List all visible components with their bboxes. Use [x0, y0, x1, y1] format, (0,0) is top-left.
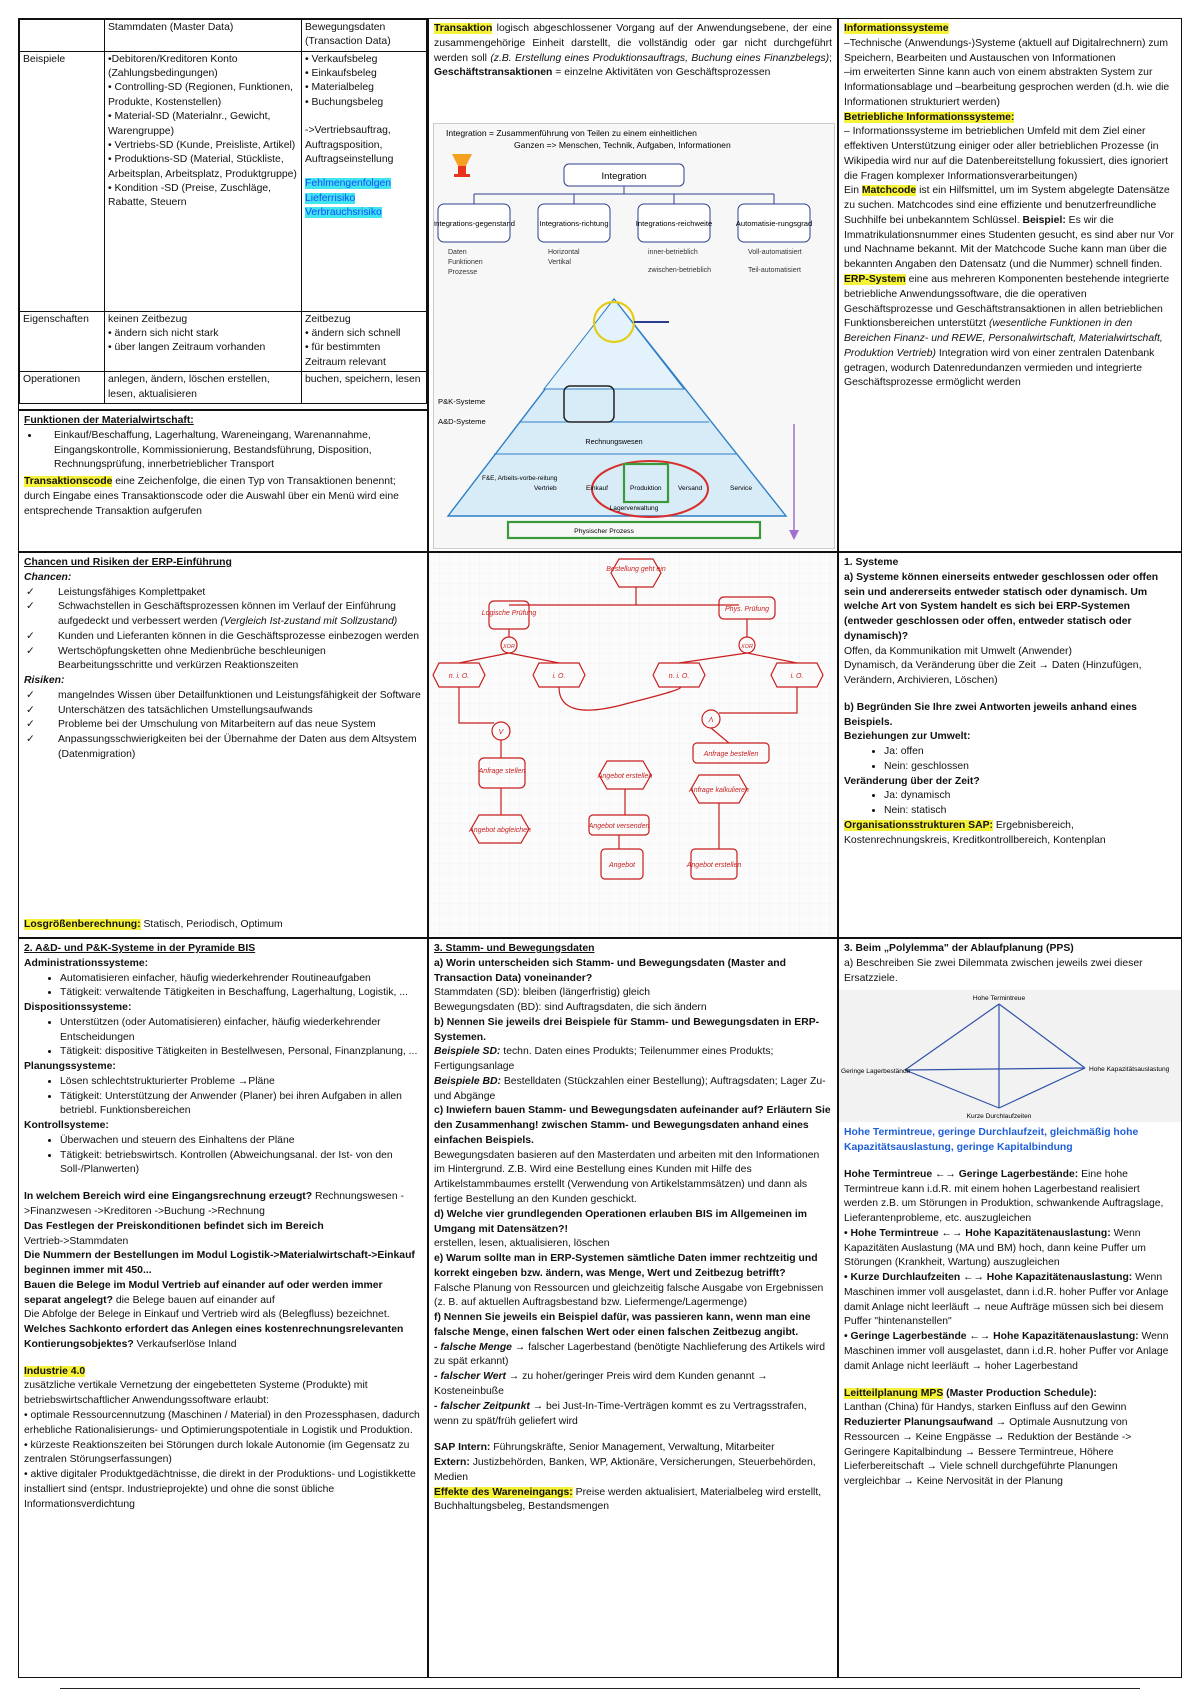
chancen-heading: Chancen:: [24, 571, 72, 583]
ad-list-item: • Tätigkeit: betriebswirtsch. Kontrollen (Abweichungsanal. der Ist- von den Soll-/Planwerten): [60, 1149, 422, 1179]
polylemma-diagram: [839, 990, 1181, 1122]
informationssysteme-title: Informationssysteme: [844, 23, 949, 34]
industrie-item: • aktive digitaler Produktgedächtnisse, die direkt in der Produktions- und Logistikkette installiert sind (entspr. Industrieprojekte) und ohne die sonst übliche Informationsverdichtung: [24, 1469, 416, 1510]
systeme-title: 1. Systeme: [844, 557, 899, 568]
sb-question: f) Nennen Sie jeweils ein Beispiel dafür, was passieren kann, wenn man eine falsche Menge, einen falschen Wert oder einen falschen Zeitbezug angibt.: [434, 1312, 811, 1338]
ad-answer: Die Abfolge der Belege in Einkauf und Vertrieb wird als (Belegfluss) bezeichnet.: [24, 1309, 390, 1321]
wareneingang-text: Preise werden aktualisiert, Materialbeleg wird erstellt, Buchhaltungsbeleg, Bestandsmengen: [434, 1486, 822, 1513]
check-icon: ✓: [26, 645, 35, 657]
ad-answer: die Belege bauen auf einander auf: [112, 1294, 275, 1306]
pyramid-block-label: F&E, Arbeits-vorbe-reitung: [482, 475, 558, 482]
integration-pyramid-svg: [434, 124, 834, 548]
ad-answer: Verkaufserlöse Inland: [133, 1338, 237, 1350]
polylemma-cell: 3. Beim „Polylemma" der Ablaufplanung (PPS) a) Beschreiben Sie zwei Dilemmata zwischen jeweils zwei dieser Ersatzziele. Hohe Termintreue Geringe Lagerbestände Hohe Kapazitätsauslastung Kurze Durchlaufzeiten Hohe Termintreue, geringe Durchlaufzeit, gleichmäßig hohe Kapazitätsauslastung, geringe Kapitalbindung Hohe Termintreue ←→ Geringe Lagerbestände: Eine hohe Termintreue kann i.d.R. mit einem hohen Lagerbestand realisiert werden z.B. um Störungen in Produktion, schwankende Auftragslage, Lieferantenprobleme, etc. auszugleichen • Hohe Termintreue ←→ Hohe Kapazitätenauslastung: Wenn Kapazitäten Auslastung (MA und BM) hoch, dann keine Puffer um Störungen (Krankheit, Wartung) auszugleichen • Kurze Durchlaufzeiten ←→ Hohe Kapazitätenauslastung: Wenn Maschinen immer voll ausgelastet, dann i.d.R. hoher Puffer vor Anlage damit Anlage nicht leerläuft → neue Aufträge müssen sich bei diesem Puffer "hintenanstellen" • Geringe Lagerbestände ←→ Hohe Kapazitätenauslastung: Wenn Maschinen immer voll ausgelastet, dann i.d.R. hoher Puffer vor Anlage damit Anlage nicht leerläuft → hoher Lagerbestand Leitteilplanung MPS (Master Production Schedule): Lanthan (China) für Handys, starken Einfluss auf den Gewinn Reduzierter Planungsaufwand → Optimale Ausnutzung von Ressourcen → Keine Engpässe → Reduktion der Bestände -> Geringere Kapitalbindung → Bessere Termintreue, Höhere Lieferbereitschaft → Viele schnell durchgeführte Planungen vergleichbar → Keine Nervosität in der Planung: [838, 938, 1182, 1678]
integration-box-label: Integrations-gegenstand: [434, 219, 515, 228]
systeme-question-b: b) Begründen Sie Ihre zwei Antworten jeweils anhand eines Beispiels.: [844, 701, 1137, 728]
sd-item: • Controlling-SD (Regionen, Funktionen, Produkte, Kostenstellen): [108, 82, 293, 108]
epk-node-label: Bestellung geht ein: [606, 566, 666, 573]
funnel-icon: [452, 154, 472, 177]
epk-node-label: i. O.: [790, 673, 804, 680]
sb-question: e) Warum sollte man in ERP-Systemen sämtliche Daten immer rechtzeitig und korrekt eingeben bzw. ändern, was Menge, Wert und Zeitbezug betrifft?: [434, 1253, 818, 1279]
sb-answer: Stammdaten (SD): bleiben (längerfristig) gleich: [434, 987, 650, 999]
epk-node-label: i. O.: [552, 673, 566, 680]
systeme-cell: [838, 552, 1182, 938]
beziehungen-heading: Beziehungen zur Umwelt:: [844, 731, 971, 743]
chancen-list: ✓ Leistungsfähiges Komplettpaket ✓ Schwachstellen in Geschäftsprozessen können im Verlauf der Einführung aufgedeckt und verbessert werden (Vergleich Ist-zustand mit Sollzustand) ✓ Kunden und Lieferanten können in die Geschäftsprozesse einbezogen werden ✓ Wertschöpfungsketten ohne Medienbrüche beschleunigen Bearbeitungsschritte und verkürzen Reaktionszeiten: [24, 586, 422, 675]
sb-answer: → falscher Lagerbestand (benötigte Nachlieferung des Artikels wird zu spät erkannt): [434, 1341, 825, 1368]
bd-property: • für bestimmten Zeitraum relevant: [305, 342, 386, 368]
transaktion-integration-cell: Transaktion logisch abgeschlossener Vorgang auf der Anwendungsebene, der eine zusammengehörige Einheit darstellt, die vollständig oder gar nicht durchgeführt werden soll (z.B. Erstellung eines Produktionsauftrags, Buchung eines Finanzbelegs); Geschäftstransaktionen = einzelne Aktivitäten von Geschäftsprozessen Integration = Zusammenführung von Teilen zu einem einheitlichen Ganzen => Menschen, Technik, Aufgaben, Informationen Integration Integrations-gegenstand Integrations-richtung Integrations-reichweite Automatisie-rungsgrad Daten Funktionen Prozesse Horizontal Vertikal inner-betrieblich zwischen-betrieblich Voll-automatisiert Teil-automatisiert P&K-Systeme A&D-Systeme Rechnungswesen F&E, Arbeits-vorbe-reitung Vertrieb Einkauf Produktion Versand Service Lagerverwaltung Physischer Prozess: [428, 18, 838, 552]
sd-property: • über langen Zeitraum vorhanden: [108, 342, 266, 354]
sb-answer: Bewegungsdaten (BD): sind Auftragsdaten, die sich ändern: [434, 1002, 707, 1014]
integration-list-item: Horizontal: [548, 249, 580, 256]
sb-question: c) Inwiefern bauen Stamm- und Bewegungsdaten aufeinander auf? Erläutern Sie den Zusammenhang! zwischen Stamm- und Bewegungsdaten anhand eines einfachen Beispiels.: [434, 1105, 831, 1146]
check-icon: ✓: [26, 704, 35, 716]
header-stammdaten: Stammdaten (Master Data): [105, 20, 302, 52]
integration-list-item: Teil-automatisiert: [748, 267, 801, 274]
ad-list-item: • Überwachen und steuern des Einhaltens der Pläne: [60, 1134, 422, 1149]
sd-item: •Debitoren/Kreditoren Konto (Zahlungsbedingungen): [108, 53, 238, 80]
footer-divider: [60, 1688, 1140, 1689]
erp-chancen-title: Chancen und Risiken der ERP-Einführung: [24, 557, 232, 568]
integration-list-item: Funktionen: [448, 259, 483, 266]
organisationsstrukturen-term: Organisationsstrukturen SAP:: [844, 820, 993, 832]
bd-item: • Materialbeleg: [305, 82, 374, 94]
sd-examples: [105, 51, 302, 311]
integration-diagram: [433, 123, 835, 549]
pyramid-block-label: Rechnungswesen: [585, 437, 643, 446]
polylemma-label: Hohe Kapazitätsauslastung: [1089, 1066, 1170, 1074]
ad-question: Bauen die Belege im Modul Vertrieb auf einander auf oder werden immer separat angelegt?: [24, 1279, 383, 1306]
stamm-bewegung-table: [19, 19, 427, 404]
epk-node-label: Angebot erstellen: [597, 773, 653, 780]
sd-item: • Vertriebs-SD (Kunde, Preisliste, Artikel): [108, 139, 296, 151]
check-icon: ✓: [26, 719, 35, 731]
epk-node-label: Angebot abgleichen: [469, 827, 531, 834]
ad-list-item: • Lösen schlechtstrukturierter Probleme →Pläne: [60, 1075, 422, 1090]
organisationsstrukturen-text: Ergebnisbereich, Kostenrechnungskreis, Kreditkontrollbereich, Kontenplan: [844, 820, 1106, 846]
kontr-heading: Kontrollsysteme:: [24, 1120, 109, 1132]
ad-list-item: • Automatisieren einfacher, häufig wiederkehrender Routineaufgaben: [60, 972, 422, 987]
veraenderung-heading: Veränderung über der Zeit?: [844, 775, 980, 787]
ad-question: Welches Sachkonto erfordert das Anlegen eines kostenrechnungsrelevanten Kontierungsobjektes?: [24, 1324, 404, 1350]
integration-box-label: Integrations-richtung: [539, 219, 609, 228]
row-label-operationen: Operationen: [20, 372, 105, 404]
industrie-item: • kürzeste Reaktionszeiten bei Störungen durch lokale Autonomie (im Gegensatz zu zentralen Störungserfassungen): [24, 1439, 410, 1466]
systeme-list-item: • Nein: statisch: [884, 804, 1176, 819]
sb-title: 3. Stamm- und Bewegungsdaten: [434, 943, 595, 954]
sb-answer: → zu hoher/geringer Preis wird dem Kunden genannt → Kosteneinbuße: [434, 1371, 768, 1397]
transaktion-term: Transaktion: [434, 23, 493, 34]
bd-property: Zeitbezug: [305, 313, 351, 325]
dilemma-text: Wenn Maschinen immer voll ausgelastet, dann i.d.R. hoher Puffer vor Anlage damit Anlage nicht leerläuft → hoher Lagerbestand: [844, 1331, 1169, 1372]
dilemma-text: Wenn Maschinen immer voll ausgelastet, dann i.d.R. hoher Puffer vor Anlage damit Anlage nicht leerläuft → neue Aufträge müssen sich bei diesem Puffer "hintenanstellen": [844, 1272, 1169, 1328]
dilemma-text: Wenn Kapazitäten Auslastung (MA und BM) hoch, dann keine Puffer um Störungen (Krankheit, Wartung) auszugleichen: [844, 1227, 1146, 1269]
epk-node-label: Angebot versenden: [588, 823, 650, 830]
ad-question: In welchem Bereich wird eine Eingangsrechnung erzeugt?: [24, 1191, 313, 1203]
risiken-list: ✓ mangelndes Wissen über Detailfunktionen und Leistungsfähigkeit der Software ✓ Unterschätzen des tatsächlichen Umstellungsaufwands ✓ Probleme bei der Umschulung von Mitarbeitern auf das neue System ✓ Anpassungsschwierigkeiten bei der Übernahme der Daten aus dem Altsystem (Datenmigration): [24, 689, 422, 763]
ad-list-item: • Unterstützen (oder Automatisieren) einfacher, häufig wiederkehrender Entscheidungen: [60, 1016, 422, 1046]
betriebliche-is-title: Betriebliche Informationssysteme:: [844, 111, 1015, 123]
ad-question: Die Nummern der Bestellungen im Modul Logistik->Materialwirtschaft->Einkauf beginnen immer mit 450...: [24, 1250, 415, 1277]
epk-operator-label: V: [498, 729, 504, 736]
bd-item: • Einkaufsbeleg: [305, 68, 377, 80]
sb-answer: Bestelldaten (Stückzahlen einer Bestellung); Auftragsdaten; Lager Zu- und Abgänge: [434, 1075, 826, 1102]
sap-intern-text: Führungskräfte, Senior Management, Verwaltung, Mitarbeiter: [490, 1442, 775, 1454]
epk-diagram: [429, 553, 837, 937]
sd-operations: anlegen, ändern, löschen erstellen, lesen, aktualisieren: [105, 372, 302, 404]
epk-node-label: Anfrage stellen: [478, 768, 526, 775]
transaktion-example: (z.B. Erstellung eines Produktionsauftrags, Buchung eines Finanzbelegs): [490, 52, 830, 64]
risiken-heading: Risiken:: [24, 675, 65, 687]
epk-node-label: Anfrage kalkulieren: [689, 787, 749, 794]
dilemma-text: Eine hohe Termintreue kann i.d.R. mit einem hohen Lagerbestand realisiert werden z.B. um Störungen in Produktion, schwankende Auftragslage, Lieferantenprobleme, etc. auszugleichen: [844, 1168, 1164, 1225]
integration-list-item: Prozesse: [448, 269, 478, 276]
bis-pyramid: [448, 299, 799, 540]
epk-node-label: Angebot: [608, 862, 636, 869]
sb-answer: erstellen, lesen, aktualisieren, löschen: [434, 1238, 610, 1250]
bd-item: • Verkaufsbeleg: [305, 53, 378, 65]
check-icon: ✓: [26, 630, 35, 642]
polylemma-title: 3. Beim „Polylemma" der Ablaufplanung (PPS): [844, 943, 1074, 954]
geschaeftstransaktion-term: Geschäftstransaktionen: [434, 67, 553, 79]
bd-extra: ->Vertriebsauftrag, Auftragsposition, Auftragseinstellung: [305, 125, 394, 165]
bd-item: • Buchungsbeleg: [305, 96, 384, 108]
integration-root-label: Integration: [601, 171, 647, 182]
bd-property: • ändern sich schnell: [305, 328, 401, 340]
bd-examples: [302, 51, 427, 311]
pyramid-label: P&K-Systeme: [438, 397, 486, 406]
admin-heading: Administrationssysteme:: [24, 957, 149, 969]
sb-answer: Bewegungsdaten basieren auf den Masterdaten und arbeiten mit den Informationen im Hintergrund. Z.B. Wird eine Bestellung eines Kunden mit Hilfe des Artikelstammbaumes erstellt (Verwendung von Artikelstammsätzen) und dann als fertige Bestellung an den Kunden geschickt.: [434, 1149, 820, 1206]
matchcode-example: Es wir die Immatrikulationsnummer eines Studenten gesucht, es sind aber nur Vor und Nachname bekannt. Mit der Matchcode Suche kann man über die bekannten Angaben den Datensatz (und die Nummer) schnell finden.: [844, 214, 1174, 271]
betriebliche-is-text: – Informationssysteme im betrieblichen Umfeld mit dem Ziel einer effektiven Unterstützung einiger oder aller betrieblichen Prozesse (in Wikipedia wird nur auf die Datenbereitstellung fokussiert, dies ignoriert die Fragen komplexer Informationsverarbeitungen): [844, 126, 1169, 182]
mps-term: Leitteilplanung MPS: [844, 1387, 944, 1399]
epk-diagram-cell: [428, 552, 838, 938]
sb-answer: Falsche Planung von Ressourcen und gleichzeitig falsche Ausgabe von Ergebnissen (z. B. auf aktuellen Auftragsbestand bzw. Liefermenge/Lagermenge): [434, 1282, 824, 1309]
pyramid-label: A&D-Systeme: [438, 417, 486, 426]
sd-property: keinen Zeitbezug: [108, 313, 188, 325]
sb-question: b) Nennen Sie jeweils drei Beispiele für Stamm- und Bewegungsdaten in ERP-Systemen.: [434, 1016, 820, 1043]
ad-list-item: • Tätigkeit: dispositive Tätigkeiten in Bestellwesen, Personal, Finanzplanung, ...: [60, 1045, 422, 1060]
planungsaufwand-text: → Optimale Ausnutzung von Ressourcen → Keine Engpässe → Reduktion der Bestände -> Geringere Kapitalbindung → Bessere Termintreue, Höhere Lieferbereitschaft → Viele schnell durchgeführte Planungen vergleichbar → Keine Nervosität in der Planung: [844, 1417, 1132, 1488]
losgroessen-text: Statisch, Periodisch, Optimum: [140, 919, 283, 931]
ad-answer: Rechnungswesen ->Finanzwesen ->Kreditoren ->Buchung ->Rechnung: [24, 1191, 404, 1218]
epk-node-label: Angebot erstellen: [686, 862, 742, 869]
erp-chancen-risiken-cell: [18, 552, 428, 938]
stamm-bewegungsdaten-cell: 3. Stamm- und Bewegungsdaten a) Worin unterscheiden sich Stamm- und Bewegungsdaten (Master and Transaction Data) voneinander? Stammdaten (SD): bleiben (längerfristig) gleich Bewegungsdaten (BD): sind Auftragsdaten, die sich ändern b) Nennen Sie jeweils drei Beispiele für Stamm- und Bewegungsdaten in ERP-Systemen. Beispiele SD: techn. Daten eines Produkts; Teilenummer eines Produkts; Fertigungsanlage Beispiele BD: Bestelldaten (Stückzahlen einer Bestellung); Auftragsdaten; Lager Zu- und Abgänge c) Inwiefern bauen Stamm- und Bewegungsdaten aufeinander auf? Erläutern Sie den Zusammenhang! zwischen Stamm- und Bewegungsdaten anhand eines einfachen Beispiels. Bewegungsdaten basieren auf den Masterdaten und arbeiten mit den Informationen im Hintergrund. Z.B. Wird eine Bestellung eines Kunden mit Hilfe des Artikelstammbaumes erstellt (Verwendung von Artikelstammsätzen) und dann als fertige Bestellung an den Kunden geschickt. d) Welche vier grundlegenden Operationen erlauben BIS im Allgemeinen im Umgang mit Datensätzen?! erstellen, lesen, aktualisieren, löschen e) Warum sollte man in ERP-Systemen sämtliche Daten immer rechtzeitig und korrekt eingeben bzw. ändern, was Menge, Wert und Zeitbezug betrifft? Falsche Planung von Ressourcen und gleichzeitig falsche Ausgabe von Ergebnissen (z. B. auf aktuellen Auftragsbestand bzw. Liefermenge/Lagermenge) f) Nennen Sie jeweils ein Beispiel dafür, was passieren kann, wenn man eine falsche Menge, einen falschen Wert oder einen falschen Zeitbezug angibt. - falsche Menge → falscher Lagerbestand (benötigte Nachlieferung des Artikels wird zu spät erkannt) - falscher Wert → zu hoher/geringer Preis wird dem Kunden genannt → Kosteneinbuße - falscher Zeitpunkt → bei Just-In-Time-Verträgen kommt es zu Vertragsstrafen, wenn zu spät/früh geliefert wird SAP Intern: Führungskräfte, Senior Management, Verwaltung, Mitarbeiter Extern: Justizbehörden, Banken, WP, Aktionäre, Versicherungen, Steuerbehörden, Medien Effekte des Wareneingangs: Preise werden aktualisiert, Materialbeleg wird erstellt, Buchhaltungsbeleg, Bestandsmengen: [428, 938, 838, 1678]
geschaeftstransaktion-text: = einzelne Aktivitäten von Geschäftsprozessen: [552, 67, 771, 79]
transaktionscode-term: Transaktionscode: [24, 476, 113, 488]
pyramid-block-label: Service: [730, 485, 752, 492]
materialwirtschaft-cell: [18, 410, 428, 552]
materialwirtschaft-title: Funktionen der Materialwirtschaft:: [24, 415, 194, 426]
integration-list-item: zwischen-betrieblich: [648, 267, 712, 274]
systeme-answer: Dynamisch, da Veränderung über die Zeit → Daten (Hinzufügen, Verändern, Archivieren, Löschen): [844, 660, 1142, 687]
integration-list-item: Daten: [448, 249, 467, 256]
transaktion-text: logisch abgeschlossener Vorgang auf der Anwendungsebene, der eine zusammengehörige Einheit darstellt, die vollständig oder gar nicht durchgeführt werden soll: [434, 23, 832, 64]
matchcode-term: Matchcode: [861, 185, 917, 197]
polylemma-label: Kurze Durchlaufzeiten: [966, 1113, 1032, 1121]
integration-caption-1: Integration = Zusammenführung von Teilen zu einem einheitlichen: [446, 128, 697, 138]
matchcode-text: ist ein Hilfsmittel, um im System abgelegte Datensätze zu suchen. Matchcodes sind eine effiziente und benutzerfreundliche Suchhilfe bei unbekanntem Schlüssel.: [844, 185, 1170, 226]
polylemma-svg: [839, 990, 1182, 1122]
check-icon: ✓: [26, 586, 35, 598]
pyramid-block-label: Versand: [678, 485, 703, 492]
check-icon: ✓: [26, 734, 35, 746]
pyramid-block-label: Einkauf: [586, 485, 608, 492]
integration-caption-2: Ganzen => Menschen, Technik, Aufgaben, Informationen: [514, 140, 731, 150]
erp-system-text: eine aus mehreren Komponenten bestehende integrierte betriebliche Anwendungssoftware, die die operativen Geschäftsprozesse und Geschäftstransaktionen in allen betrieblichen Funktionsbereichen unterstützt: [844, 274, 1170, 330]
plan-heading: Planungssysteme:: [24, 1061, 116, 1073]
losgroessen-term: Losgrößenberechnung:: [24, 919, 141, 931]
informationssysteme-def-2: –im erweiterten Sinne kann auch von einem abstrakten System zur Informationsablage und –bearbeitung gesprochen werden (d.h. wie die Informationen strukturiert werden): [844, 67, 1170, 108]
systeme-question-a: a) Systeme können einerseits entweder geschlossen oder offen sein und andererseits entweder statisch oder dynamisch. Um welche Art von System handelt es sich bei ERP-Systemen (entweder geschlossen oder offen, entweder statisch oder dynamisch)?: [844, 571, 1159, 642]
systeme-list-item: • Nein: geschlossen: [884, 760, 1176, 775]
check-icon: ✓: [26, 689, 35, 701]
epk-node-label: n. i. O.: [668, 673, 690, 680]
integration-list-item: inner-betrieblich: [648, 249, 698, 256]
extern-text: Justizbehörden, Banken, WP, Aktionäre, Versicherungen, Steuerbehörden, Medien: [434, 1457, 816, 1483]
polylemma-question: a) Beschreiben Sie zwei Dilemmata zwischen jeweils zwei dieser Ersatzziele.: [844, 957, 1143, 984]
stamm-bewegung-table-cell: [18, 18, 428, 410]
wareneingang-term: Effekte des Wareneingangs:: [434, 1486, 573, 1498]
sd-item: • Material-SD (Materialnr., Gewicht, Warengruppe): [108, 111, 271, 137]
integration-list-item: Voll-automatisiert: [748, 249, 802, 256]
epk-node-label: Anfrage bestellen: [703, 751, 759, 758]
integration-list-item: Vertikal: [548, 259, 571, 266]
bd-risks: Fehlmengenfolgen Lieferrisiko Verbrauchsrisiko: [305, 178, 392, 218]
erp-system-term: ERP-System: [844, 274, 906, 286]
systeme-list-item: • Ja: offen: [884, 745, 1176, 760]
header-bewegungsdaten: Bewegungsdaten (Transaction Data): [302, 20, 427, 52]
ad-list-item: • Tätigkeit: verwaltende Tätigkeiten in Beschaffung, Lagerhaltung, Logistik, ...: [60, 986, 422, 1001]
polylemma-label: Hohe Termintreue: [972, 995, 1026, 1003]
cheat-sheet-page: [18, 18, 1182, 1678]
integration-box-label: Automatisie-rungsgrad: [735, 219, 813, 228]
sb-question: a) Worin unterscheiden sich Stamm- und Bewegungsdaten (Master and Transaction Data) voneinander?: [434, 957, 786, 984]
disp-heading: Dispositionssysteme:: [24, 1002, 132, 1014]
epk-node-label: Logische Prüfung: [481, 610, 537, 617]
sd-item: • Produktions-SD (Material, Stückliste, Arbeitsplan, Arbeitsplatz, Produktgruppe): [108, 154, 297, 180]
pyramid-block-label: Lagerverwaltung: [609, 505, 659, 512]
polylemma-label: Geringe Lagerbestände: [841, 1068, 911, 1076]
polylemma-goal: Hohe Termintreue, geringe Durchlaufzeit, gleichmäßig hohe Kapazitätsauslastung, geringe Kapitalbindung: [844, 1127, 1139, 1154]
epk-operator-label: Λ: [708, 717, 714, 724]
ad-pk-title: 2. A&D- und P&K-Systeme in der Pyramide BIS: [24, 943, 256, 954]
bd-operations: buchen, speichern, lesen: [302, 372, 427, 404]
row-label-beispiele: Beispiele: [20, 51, 105, 311]
epk-operator-label: XOR: [741, 644, 753, 650]
epk-node-label: Phys. Prüfung: [725, 606, 769, 613]
transaktionscode-text: eine Zeichenfolge, die einen Typ von Transaktionen benennt; durch Eingabe eines Transaktionscode oder die Auswahl über ein Menü wird eine entsprechende Transaktion aufgerufen: [24, 476, 399, 517]
ad-list-item: • Tätigkeit: Unterstützung der Anwender (Planer) bei ihren Aufgaben in allen betriebl. Funktionsbereichen: [60, 1090, 422, 1120]
ad-question: Das Festlegen der Preiskonditionen befindet sich im Bereich: [24, 1220, 324, 1232]
mps-text: Lanthan (China) für Handys, starken Einfluss auf den Gewinn: [844, 1402, 1127, 1414]
industrie-item: • optimale Ressourcennutzung (Maschinen / Material) in den Prozessphasen, dadurch erhebliche Rationalisierungs- und Optimierungspotentiale in Logistik und Produktion.: [24, 1409, 420, 1436]
check-icon: ✓: [26, 601, 35, 613]
sb-answer: → bei Just-In-Time-Verträgen kommt es zu Vertragsstrafen, wenn zu spät/früh geliefert wird: [434, 1400, 807, 1427]
row-label-eigenschaften: Eigenschaften: [20, 311, 105, 371]
systeme-answer: Offen, da Kommunikation mit Umwelt (Anwender): [844, 645, 1072, 657]
epk-operator-label: XOR: [503, 644, 515, 650]
informationssysteme-def-1: –Technische (Anwendungs-)Systeme (aktuell auf Digitalrechnern) zum Speichern, Bearbeiten und Austauschen von Informationen: [844, 37, 1168, 64]
informationssysteme-cell: Informationssysteme –Technische (Anwendungs-)Systeme (aktuell auf Digitalrechnern) zum Speichern, Bearbeiten und Austauschen von Informationen –im erweiterten Sinne kann auch von einem abstrakten System zur Informationsablage und –bearbeitung gesprochen werden (d.h. wie die Informationen strukturiert werden) Betriebliche Informationssysteme: – Informationssysteme im betrieblichen Umfeld mit dem Ziel einer effektiven Unterstützung einiger oder aller betrieblichen Prozesse (in Wikipedia wird nur auf die Datenbereitstellung fokussiert, dies ignoriert die Fragen komplexer Informationsverarbeitungen) Ein Matchcode ist ein Hilfsmittel, um im System abgelegte Datensätze zu suchen. Matchcodes sind eine effiziente und benutzerfreundliche Suchhilfe bei unbekanntem Schlüssel. Beispiel: Es wir die Immatrikulationsnummer eines Studenten gesucht, es sind aber nur Vor und Nachname bekannt. Mit der Matchcode Suche kann man über die bekannten Angaben den Datensatz (und die Nummer) schnell finden. ERP-System eine aus mehreren Komponenten bestehende integrierte betriebliche Anwendungssoftware, die die operativen Geschäftsprozesse und Geschäftstransaktionen in allen betrieblichen Funktionsbereichen unterstützt (wesentliche Funktionen in den Bereichen Finanz- und REWE, Personalwirtschaft, Materialwirtschaft, Produktion Vertrieb) Integration wird von einer zentralen Datenbank getragen, wodurch Datenredundanzen vermieden und integrierte Geschäftsprozesse ermöglicht werden: [838, 18, 1182, 552]
sd-property: • ändern sich nicht stark: [108, 328, 219, 340]
integration-box-label: Integrations-reichweite: [635, 219, 713, 228]
pyramid-block-label: Vertrieb: [534, 485, 557, 492]
materialwirtschaft-text: • Einkauf/Beschaffung, Lagerhaltung, Wareneingang, Warenannahme, Eingangskontrolle, Kommissionierung, Bestandsführung, Disposition, Rechnungsprüfung, innerbetrieblicher Transport: [40, 429, 422, 473]
sb-question: d) Welche vier grundlegenden Operationen erlauben BIS im Allgemeinen im Umgang mit Datensätzen?!: [434, 1208, 807, 1235]
epk-node-label: n. i. O.: [448, 673, 470, 680]
industrie-text: zusätzliche vertikale Vernetzung der eingebetteten Systeme (Produkte) mit betriebswirtschaftlicher Anwendungssoftware erlaubt:: [24, 1380, 368, 1407]
systeme-list-item: • Ja: dynamisch: [884, 789, 1176, 804]
sd-item: • Kondition -SD (Preise, Zuschläge, Rabatte, Steuern: [108, 182, 272, 209]
sb-answer: techn. Daten eines Produkts; Teilenummer eines Produkts; Fertigungsanlage: [434, 1046, 774, 1073]
industrie-term: Industrie 4.0: [24, 1365, 86, 1377]
pyramid-block-label: Physischer Prozess: [574, 528, 634, 535]
ad-pk-cell: [18, 938, 428, 1678]
ad-answer: Vertrieb->Stammdaten: [24, 1235, 129, 1247]
pyramid-block-label: Produktion: [630, 485, 662, 492]
